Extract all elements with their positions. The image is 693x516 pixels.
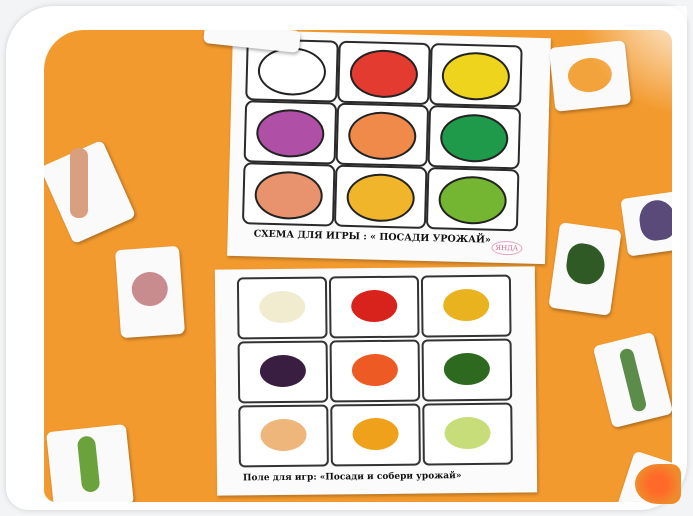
- scheme-cell-green: [427, 105, 521, 169]
- scheme-cell-red: [337, 41, 431, 105]
- field-cell-cauliflower[interactable]: [237, 277, 328, 340]
- scheme-cell-golden: [334, 165, 428, 229]
- artichoke-icon: [637, 198, 672, 243]
- onion-icon: [260, 419, 306, 451]
- purple-oval: [256, 109, 325, 159]
- peach-oval: [254, 171, 323, 221]
- field-cell-onion[interactable]: [238, 405, 329, 468]
- blank-card[interactable]: [44, 140, 136, 244]
- field-cell-chinese-cabbage[interactable]: [422, 403, 513, 466]
- scheme-caption: СХЕМА ДЛЯ ИГРЫ : « ПОСАДИ УРОЖАЙ»: [253, 228, 491, 246]
- scheme-cell-purple: [244, 100, 338, 164]
- chili-pepper-icon: [351, 290, 397, 322]
- artichoke-card[interactable]: [620, 189, 672, 256]
- field-cell-chili-pepper[interactable]: [329, 276, 420, 339]
- green-oval: [440, 113, 509, 163]
- stamp-logo: ЯНДА: [491, 241, 522, 256]
- child-hand: [70, 148, 88, 218]
- parsley-icon: [444, 353, 490, 385]
- scheme-cell-orange: [336, 103, 430, 167]
- corner-flower: [635, 464, 681, 504]
- field-cell-parsley[interactable]: [422, 339, 513, 402]
- scheme-sheet: [227, 30, 551, 264]
- field-caption: Поле для игр: «Посади и собери урожай»: [242, 471, 462, 484]
- field-cell-carrot[interactable]: [330, 340, 421, 403]
- field-cell-corn[interactable]: [421, 275, 512, 338]
- golden-oval: [346, 173, 415, 223]
- spinach-icon: [564, 242, 607, 287]
- beet-card[interactable]: [115, 246, 185, 338]
- asparagus-icon: [618, 347, 647, 412]
- spinach-card[interactable]: [548, 222, 621, 316]
- field-cell-eggplant[interactable]: [238, 341, 329, 404]
- photo-frame: [6, 6, 687, 510]
- orange-oval: [348, 111, 417, 161]
- yellow-oval: [441, 51, 510, 101]
- zucchini-card[interactable]: [46, 424, 134, 502]
- scheme-cell-yellow: [429, 43, 523, 107]
- light-green-oval: [438, 175, 507, 225]
- scheme-cell-light-green: [426, 167, 520, 231]
- chinese-cabbage-icon: [444, 417, 490, 449]
- yellow-pepper-icon: [352, 418, 398, 450]
- cauliflower-icon: [259, 291, 305, 323]
- beet-icon: [131, 271, 169, 307]
- zucchini-icon: [77, 435, 101, 493]
- field-sheet: [215, 266, 537, 495]
- white-oval: [257, 47, 326, 97]
- asparagus-card[interactable]: [593, 332, 672, 429]
- eggplant-icon: [260, 355, 306, 387]
- scheme-cell-peach: [242, 162, 336, 226]
- corner-shine: [577, 6, 687, 116]
- corn-icon: [443, 289, 489, 321]
- vegetable-grid: [215, 266, 535, 269]
- carrot-icon: [352, 354, 398, 386]
- field-cell-yellow-pepper[interactable]: [330, 404, 421, 467]
- red-oval: [349, 49, 418, 99]
